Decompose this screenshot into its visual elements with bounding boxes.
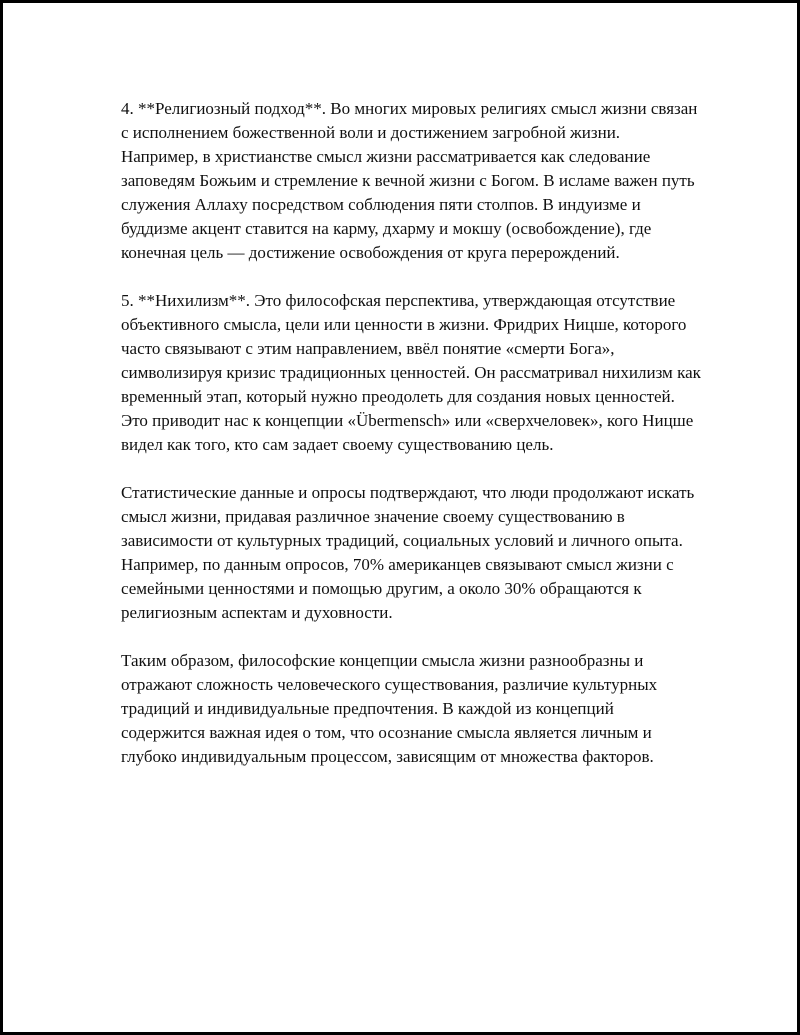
document-body bbox=[121, 97, 701, 769]
paragraph-nihilism: 5. **Нихилизм**. Это философская перспектива, утверждающая отсутствие объективного смысла, цели или ценности в жизни. Фридрих Ницше, которого часто связывают с этим направлением, ввёл понятие «смерти Бога», символизируя кризис традиционных ценностей. Он рассматривал нихилизм как временный этап, который нужно преодолеть для создания новых ценностей. Это приводит нас к концепции «Übermensch» или «сверхчеловек», кого Ницше видел как того, кто сам задает своему существованию цель. bbox=[121, 291, 701, 454]
paragraph-conclusion: Таким образом, философские концепции смысла жизни разнообразны и отражают сложность человеческого существования, различие культурных традиций и индивидуальные предпочтения. В каждой из концепций содержится важная идея о том, что осознание смысла является личным и глубоко индивидуальным процессом, зависящим от множества факторов. bbox=[121, 651, 658, 766]
paragraph-statistics: Статистические данные и опросы подтверждают, что люди продолжают искать смысл жизни, придавая различное значение своему существованию в зависимости от культурных традиций, социальных условий и личного опыта. Например, по данным опросов, 70% американцев связывают смысл жизни с семейными ценностями и помощью другим, а около 30% обращаются к религиозным аспектам и духовности. bbox=[121, 483, 695, 622]
paragraph-religious-approach: 4. **Религиозный подход**. Во многих мировых религиях смысл жизни связан с исполнением божественной воли и достижением загробной жизни. Например, в христианстве смысл жизни рассматривается как следование заповедям Божьим и стремление к вечной жизни с Богом. В исламе важен путь служения Аллаху посредством соблюдения пяти столпов. В индуизме и буддизме акцент ставится на карму, дхарму и мокшу (освобождение), где конечная цель — достижение освобождения от круга перерождений. bbox=[121, 99, 698, 262]
